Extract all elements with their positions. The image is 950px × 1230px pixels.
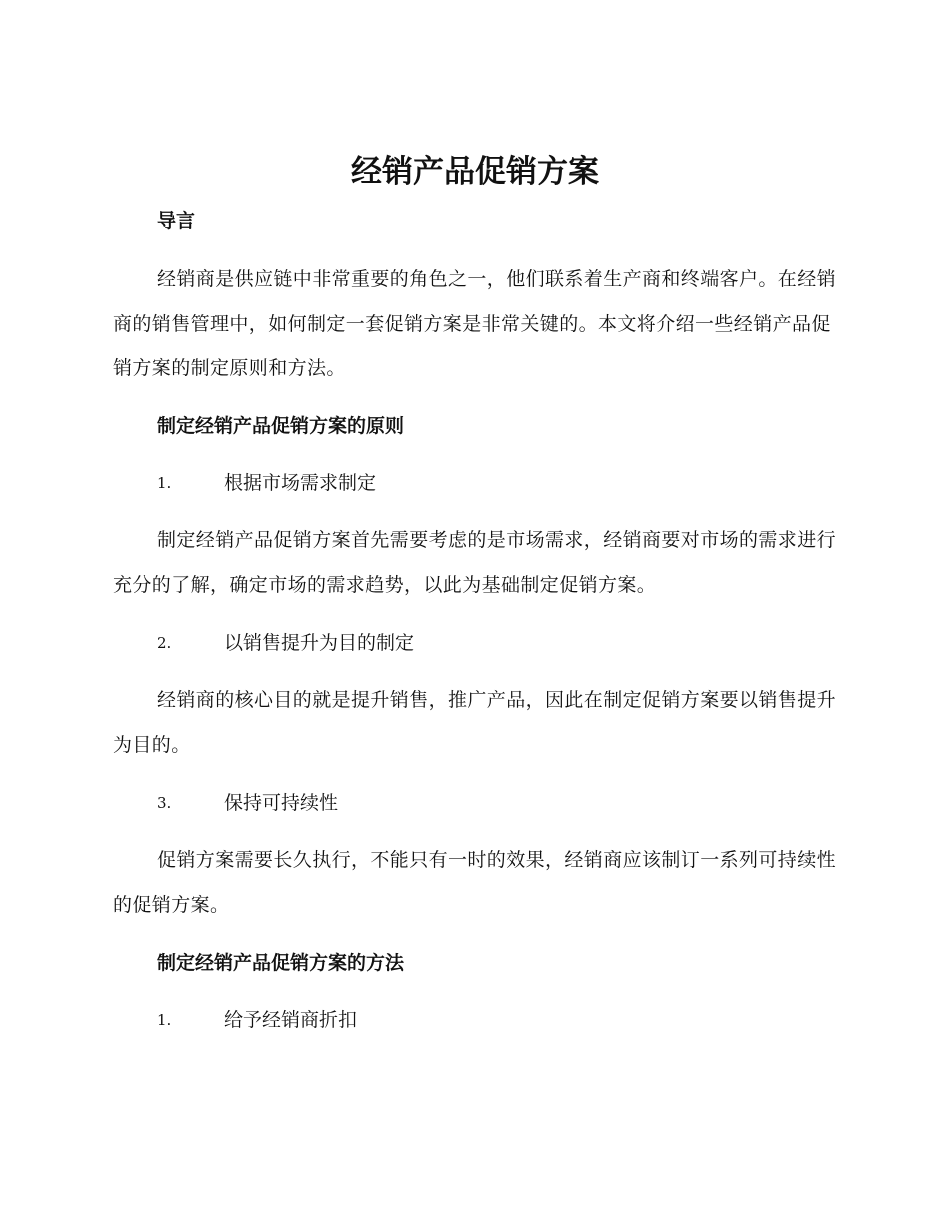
methods-heading: 制定经销产品促销方案的方法: [157, 952, 405, 974]
document-title: 经销产品促销方案: [351, 154, 599, 190]
list-number: 1.: [157, 474, 172, 492]
list-item-title: 根据市场需求制定: [224, 472, 377, 494]
list-number: 1.: [157, 1011, 172, 1029]
list-item-title: 以销售提升为目的制定: [224, 632, 415, 654]
list-number: 3.: [157, 794, 172, 812]
list-number: 2.: [157, 634, 172, 652]
list-item-title: 给予经销商折扣: [224, 1009, 358, 1031]
intro-heading: 导言: [157, 210, 196, 232]
principle-2-paragraph: 经销商的核心目的就是提升销售，推广产品，因此在制定促销方案要以销售提升为目的。: [113, 689, 837, 756]
list-item-title: 保持可持续性: [224, 792, 339, 814]
intro-paragraph: 经销商是供应链中非常重要的角色之一，他们联系着生产商和终端客户。在经销商的销售管理中，如何制定一套促销方案是非常关键的。本文将介绍一些经销产品促销方案的制定原则和方法。: [113, 268, 837, 379]
principles-heading: 制定经销产品促销方案的原则: [157, 415, 405, 437]
principle-3-paragraph: 促销方案需要长久执行，不能只有一时的效果，经销商应该制订一系列可持续性的促销方案。: [113, 849, 837, 916]
principle-1-paragraph: 制定经销产品促销方案首先需要考虑的是市场需求，经销商要对市场的需求进行充分的了解，确定市场的需求趋势，以此为基础制定促销方案。: [113, 529, 837, 596]
